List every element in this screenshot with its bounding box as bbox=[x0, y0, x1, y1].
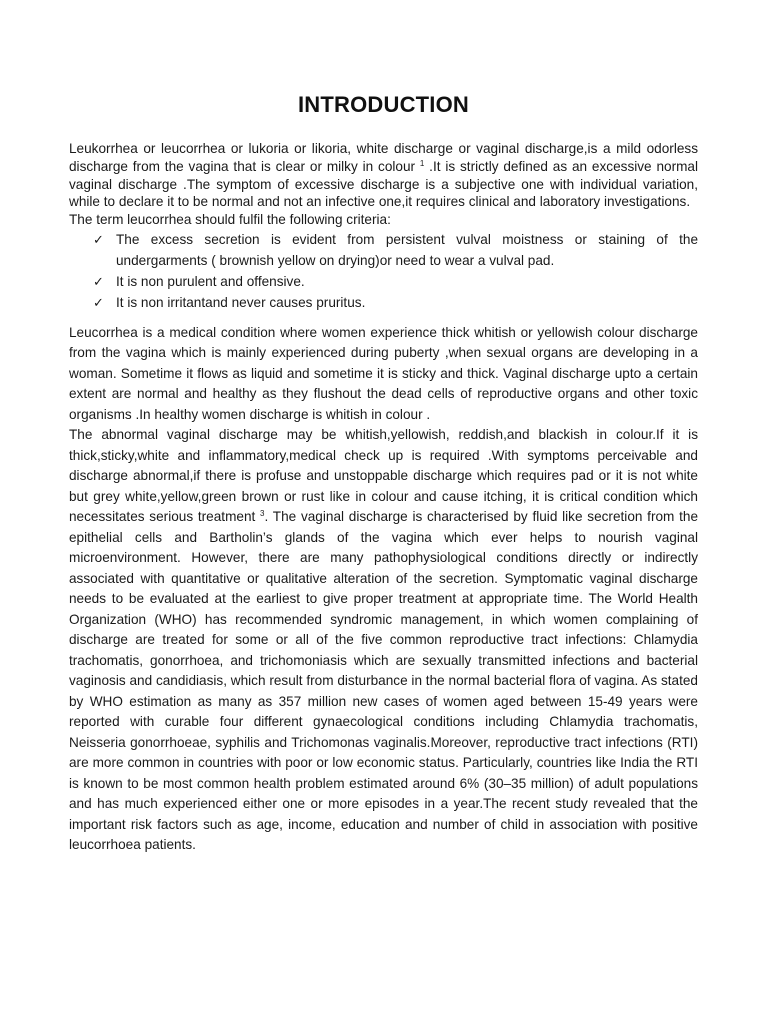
checkmark-icon: ✓ bbox=[93, 294, 104, 310]
criteria-list bbox=[69, 229, 698, 313]
criteria-lead: The term leucorrhea should fulfil the following criteria: bbox=[69, 212, 391, 228]
list-item bbox=[93, 271, 698, 292]
criteria-text: It is non irritantand never causes pruritus. bbox=[116, 294, 366, 310]
body-paragraph-1: Leucorrhea is a medical condition where women experience thick whitish or yellowish colour discharge from the vagina which is mainly experienced during puberty ,when sexual organs are developing in a woman. Sometime it flows as liquid and sometime it is sticky and thick. Vaginal discharge upto a certain extent are normal and healthy as they flushout the dead cells of reproductive organs and other toxic organisms .In healthy women discharge is whitish in colour . bbox=[69, 324, 698, 422]
document-page bbox=[69, 90, 698, 856]
intro-text-b: .It is strictly defined as an excessive normal vaginal discharge .The symptom of excessive discharge is a subjective one with individual variation, while to declare it to be normal and not an infective one,it requires clinical and laboratory investigations. bbox=[69, 158, 699, 210]
checkmark-icon: ✓ bbox=[93, 231, 104, 247]
intro-paragraph bbox=[69, 140, 698, 211]
criteria-text: The excess secretion is evident from persistent vulval moistness or staining of the undergarments ( brownish yellow on drying)or need to wear a vulval pad. bbox=[116, 231, 698, 268]
citation-superscript: 1 bbox=[419, 158, 425, 168]
page-title: INTRODUCTION bbox=[297, 92, 470, 117]
citation-superscript: 3 bbox=[260, 509, 265, 519]
checkmark-icon: ✓ bbox=[93, 273, 104, 289]
list-item bbox=[93, 229, 698, 271]
list-item bbox=[93, 292, 698, 313]
body-text-c: . The vaginal discharge is characterised by fluid like secretion from the epithelial cells and Bartholin’s glands of the vagina which ever helps to nourish vaginal microenvironment. However, there are many pathophysiological conditions directly or indirectly associated with quantitative or qualitative alteration of the secretion. Symptomatic vaginal discharge needs to be evaluated at the earliest to give proper treatment at appropriate time. The World Health Organization (WHO) has recommended syndromic management, in which women complaining of discharge are treated for some or all of the five common reproductive tract infections: Chlamydia trachomatis, gonorrhoea, and trichomoniasis which are sexually transmitted infections and bacterial vaginosis and candidiasis, which result from disturbance in the normal bacterial flora of vagina. As stated by WHO estimation as many as 357 million new cases of women aged between 15-49 years were reported with curable four different gynaecological conditions including Chlamydia trachomatis, Neisseria gonorrhoeae, syphilis and Trichomonas vaginalis.Moreover, reproductive tract infections (RTI) are more common in countries with poor or low economic status. Particularly, countries like India the RTI is known to be most common health problem estimated around 6% (30–35 million) of adult populations and has much experienced either one or more episodes in a year.The recent study revealed that the important risk factors such as age, income, education and number of child in association with positive leucorrhoea patients. bbox=[69, 509, 699, 853]
body-paragraph-2 bbox=[69, 425, 698, 856]
criteria-text: It is non purulent and offensive. bbox=[116, 273, 305, 289]
body-text-b: The abnormal vaginal discharge may be whitish,yellowish, reddish,and blackish in colour.If it is thick,sticky,white and inflammatory,medical check up is required .With symptoms perceivable and discharge abnormal,if there is profuse and unstoppable discharge which requires pad or it is not white but grey white,yellow,green brown or rust like in colour and cause itching, it is critical condition which necessitates serious treatment bbox=[69, 427, 698, 525]
intro-text-a: Leukorrhea or leucorrhea or lukoria or likoria, white discharge or vaginal discharge,is a mild odorless discharge from the vagina that is clear or milky in colour bbox=[69, 141, 698, 174]
